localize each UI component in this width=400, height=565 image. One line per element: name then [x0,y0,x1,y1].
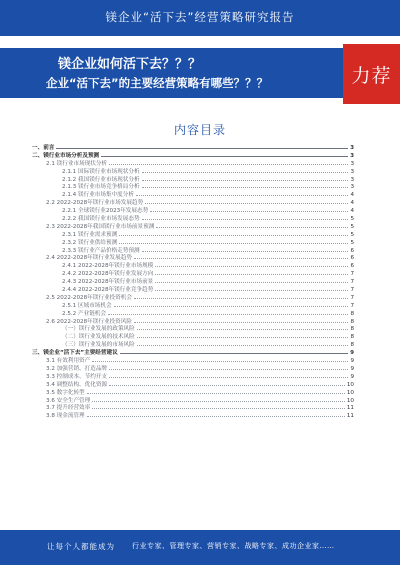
toc-entry-label: 2.2 2022-2028年镁行业市场发展趋势 [46,200,144,207]
toc-entry-page: 3 [350,184,354,191]
toc-entry[interactable] [32,152,354,160]
toc-leader-dots [155,262,348,267]
toc-entry-page: 5 [350,231,354,238]
toc-entry-label: 2.4 2022-2028年镁行业发展趋势 [46,255,132,262]
toc-leader-dots [150,207,348,212]
toc-entry-page: 10 [346,397,354,404]
toc-entry-label: 2.1.4 镁行业市场集中度分析 [62,192,134,199]
banner [0,48,400,98]
toc-entry-label: 2.1.2 我国镁行业市场现状分析 [62,176,140,183]
toc-entry[interactable] [32,349,354,357]
toc-entry-label: 2.6 2022-2028年镁行业投资风险 [46,318,132,325]
toc-entry-page: 8 [350,326,354,333]
toc-entry-label: 2.1.3 镁行业市场竞争格局分析 [62,184,140,191]
toc-entry-page: 3 [350,152,354,159]
toc-entry[interactable] [32,144,354,152]
toc-entry-label: 2.4.4 2022-2028年镁行业竞争趋势 [62,287,154,294]
toc-entry-page: 3 [350,176,354,183]
toc-entry[interactable] [32,318,354,326]
toc-leader-dots [92,357,348,362]
toc-entry-label: 3.1 有效利用资产 [46,358,91,365]
toc-entry-page: 9 [350,365,354,372]
toc-entry-label: 2.5.1 区域市场机会 [62,302,112,309]
toc-leader-dots [119,239,348,244]
toc-entry-label: 2.3.3 镁行业产品价格走势预测 [62,247,140,254]
toc-leader-dots [109,365,348,370]
toc-entry[interactable] [32,254,354,262]
toc-leader-dots [145,199,348,204]
toc-entry-page: 9 [350,373,354,380]
toc-entry-label: 3.8 现金流管理 [46,413,85,420]
toc-leader-dots [134,294,349,299]
toc-entry-page: 3 [350,145,354,151]
toc-leader-dots [155,278,348,283]
toc-entry-label: 2.1.1 国际镁行业市场现状分析 [62,168,140,175]
toc-entry-label: 3.4 调整结构、优化资源 [46,381,108,388]
toc-entry-label: 2.5 2022-2028年镁行业投资机会 [46,294,132,301]
toc-leader-dots [101,152,348,157]
toc-entry[interactable] [32,223,354,231]
toc-entry-label: 一、前言 [32,145,55,151]
toc-entry-page: 7 [350,302,354,309]
toc-entry[interactable] [32,341,354,349]
toc-entry[interactable] [32,286,354,294]
toc-entry[interactable] [32,357,354,365]
toc-leader-dots [134,254,349,259]
toc-leader-dots [56,144,348,149]
toc-entry-page: 11 [346,405,354,412]
toc-entry-page: 7 [350,279,354,286]
toc-entry-label: 2.4.3 2022-2028年镁行业市场前景 [62,279,154,286]
toc-entry[interactable] [32,247,354,255]
toc-entry-page: 9 [350,350,354,357]
toc-entry-page: 5 [350,216,354,223]
toc-entry-label: 2.5.2 产业链机会 [62,310,106,317]
toc-entry-page: 8 [350,334,354,341]
toc-leader-dots [142,183,349,188]
toc-entry[interactable] [32,325,354,333]
toc-entry[interactable] [32,239,354,247]
toc-entry[interactable] [32,302,354,310]
toc-entry-label: 2.3.1 镁行业需求预测 [62,231,118,238]
toc-entry-label: （二）镁行业发展的技术风险 [62,334,135,341]
toc-leader-dots [156,223,348,228]
toc-entry[interactable] [32,191,354,199]
toc-leader-dots [134,318,349,323]
toc-entry[interactable] [32,168,354,176]
toc-entry-page: 7 [350,271,354,278]
toc-leader-dots [109,160,348,165]
toc-leader-dots [87,412,345,417]
toc-entry[interactable] [32,183,354,191]
toc-entry-label: 3.6 安全生产管理 [46,397,91,404]
toc-entry-page: 9 [350,358,354,365]
toc-entry[interactable] [32,389,354,397]
toc-entry-page: 6 [350,255,354,262]
toc-entry[interactable] [32,373,354,381]
toc-leader-dots [155,286,348,291]
report-title: 镁企业“活下去”经营策略研究报告 [105,10,295,24]
toc-entry-page: 8 [350,310,354,317]
toc-entry-page: 4 [350,192,354,199]
toc-leader-dots [137,341,349,346]
toc-entry[interactable] [32,278,354,286]
toc-leader-dots [142,215,349,220]
toc-entry-label: 三、镁企业“活下去”主要经营建议 [32,350,118,357]
header-bar [0,0,400,36]
toc-entry[interactable] [32,176,354,184]
toc-entry-label: 2.2.2 我国镁行业市场发展态势 [62,216,140,223]
toc-entry-label: 2.1 镁行业市场现状分析 [46,160,108,167]
toc-entry-page: 10 [346,381,354,388]
toc-leader-dots [87,389,345,394]
toc-leader-dots [137,325,349,330]
toc-title: 内容目录 [173,123,226,137]
toc-entry-page: 11 [346,413,354,420]
toc-entry-label: 2.2.1 全球镁行业2023年发展态势 [62,208,149,215]
toc-leader-dots [142,176,349,181]
toc-leader-dots [155,270,348,275]
toc-entry[interactable] [32,207,354,215]
toc-entry-label: （一）镁行业发展的政策风险 [62,326,135,333]
recommend-badge: 力荐 [343,44,400,104]
toc-entry[interactable] [32,333,354,341]
banner-subquestion: 企业“活下去”的主要经营策略有哪些？？？ [46,76,269,90]
toc-entry-label: 3.5 数字化转型 [46,389,85,396]
toc-entry-label: 2.3.2 镁行业供给预测 [62,239,118,246]
toc-entry-page: 4 [350,208,354,215]
toc-leader-dots [92,397,345,402]
toc-entry-page: 6 [350,247,354,254]
footer-slogan: 让每个人都能成为 [47,542,115,551]
toc-leader-dots [142,247,349,252]
toc-entry[interactable] [32,397,354,405]
toc-entry-page: 7 [350,287,354,294]
toc-leader-dots [142,168,349,173]
toc-entry-page: 4 [350,200,354,207]
toc-entry-label: 2.4.1 2022-2028年镁行业市场规模 [62,263,154,270]
toc-entry[interactable] [32,215,354,223]
toc-entry-page: 6 [350,263,354,270]
table-of-contents [32,144,354,420]
toc-entry-page: 8 [350,318,354,325]
toc-entry[interactable] [32,412,354,420]
toc-leader-dots [109,381,345,386]
toc-leader-dots [114,302,349,307]
toc-leader-dots [120,349,348,354]
toc-entry[interactable] [32,294,354,302]
footer-roles: 行业专家、管理专家、营销专家、战略专家、成功企业家…… [132,542,335,550]
toc-entry[interactable] [32,365,354,373]
toc-entry-page: 5 [350,223,354,230]
toc-leader-dots [109,373,348,378]
toc-entry[interactable] [32,262,354,270]
toc-leader-dots [119,231,348,236]
toc-entry[interactable] [32,404,354,412]
toc-leader-dots [92,404,345,409]
toc-leader-dots [108,310,348,315]
toc-entry-label: 2.3 2022-2028年我国镁行业市场前景预测 [46,223,155,230]
toc-entry-page: 3 [350,160,354,167]
toc-entry[interactable] [32,270,354,278]
toc-entry-page: 8 [350,342,354,349]
toc-entry[interactable] [32,160,354,168]
toc-entry-page: 7 [350,294,354,301]
toc-entry-label: 二、镁行业市场分析及预测 [32,152,100,159]
toc-entry[interactable] [32,381,354,389]
toc-entry[interactable] [32,310,354,318]
toc-entry-page: 5 [350,239,354,246]
toc-entry-label: 3.2 加强营销、打造品牌 [46,365,108,372]
toc-leader-dots [136,191,348,196]
toc-leader-dots [137,333,349,338]
toc-entry-label: 2.4.2 2022-2028年镁行业发展方向 [62,271,154,278]
footer-bar [0,530,400,565]
toc-entry-page: 3 [350,168,354,175]
toc-entry-label: （三）镁行业发展的市场风险 [62,342,135,349]
toc-entry-label: 3.3 控制成本、节约开支 [46,373,108,380]
toc-entry[interactable] [32,199,354,207]
banner-question: 镁企业如何活下去？？？ [58,57,202,72]
toc-entry-page: 10 [346,389,354,396]
toc-entry[interactable] [32,231,354,239]
toc-entry-label: 3.7 提升经营效率 [46,405,91,412]
